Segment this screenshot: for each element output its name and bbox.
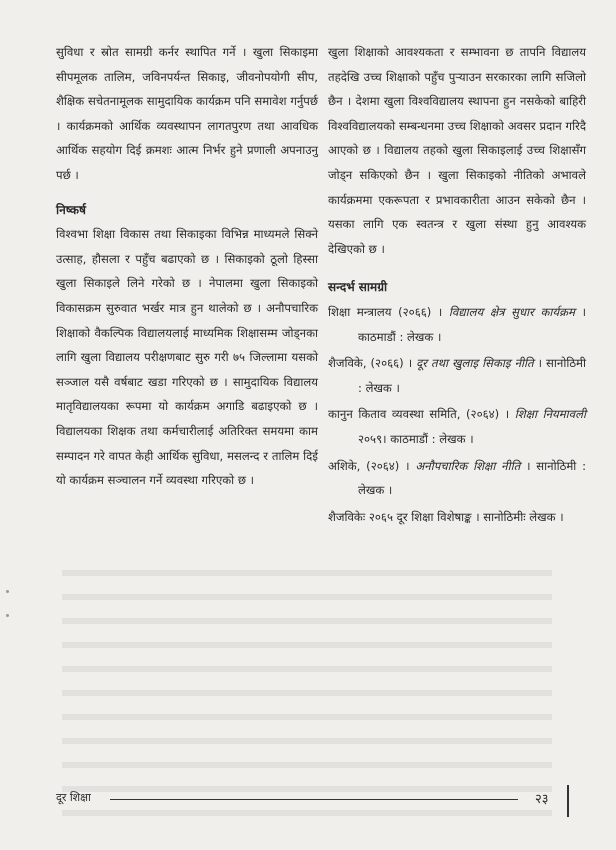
footer-journal-name: दूर शिक्षा bbox=[56, 791, 91, 804]
page-number: २३ bbox=[535, 792, 549, 807]
footer-divider bbox=[110, 799, 518, 800]
body-paragraph: सुविधा र स्रोत सामग्री कर्नर स्थापित गर्ने । खुला सिकाइमा सीपमूलक तालिम, जविनपर्यन्त सिकाइ, जीवनोपयोगी सीप, शैक्षिक सचेतनामूलक सामुदायिक कार्यक्रम पनि समावेश गर्नुपर्छ । कार्यक्रमको आर्थिक व्यवस्थापन लागतपुरण तथा आवधिक आर्थिक सहयोग दिई क्रमशः आत्म निर्भर हुने प्रणाली अपनाउनु पर्छ । bbox=[56, 45, 318, 182]
right-column bbox=[328, 40, 586, 529]
margin-dot bbox=[6, 614, 9, 617]
show-through-texture bbox=[62, 570, 552, 830]
body-paragraph: खुला शिक्षाको आवश्यकता र सम्भावना छ तापनि विद्यालय तहदेखि उच्च शिक्षाको पहुँच पुऱ्याउन सरकारका लागि सजिलो छैन । देशमा खुला विश्वविद्यालय स्थापना हुन नसकेको बाहिरी विश्वविद्यालयको सम्बन्धनमा उच्च शिक्षाको अवसर प्रदान गरिदै आएको छ । विद्यालय तहको खुला सिकाइलाई उच्च शिक्षासँग जोड्न सकिएको छैन । खुला सिकाइको नीतिको अभावले कार्यक्रममा एकरूपता र प्रभावकारीता आउन सकेको छैन । यसका लागि एक स्वतन्त्र र खुला संस्था हुनु आवश्यक देखिएको छ । bbox=[328, 45, 586, 256]
reference-item: शैजविकेः २०६५ दूर शिक्षा विशेषाङ्क । सानोठिमीः लेखक । bbox=[328, 509, 564, 524]
section-heading-references: सन्दर्भ सामग्री bbox=[328, 280, 388, 295]
reference-item: शैजविके, (२०६६) । दूर तथा खुलाइ सिकाइ नीति । सानोठिमी : लेखक । bbox=[328, 356, 586, 395]
footer-vertical-rule bbox=[567, 785, 569, 817]
reference-item: अशिके, (२०६४) । अनौपचारिक शिक्षा नीति । सानोठिमी : लेखक । bbox=[328, 458, 586, 498]
reference-item: शिक्षा मन्त्रालय (२०६६) । विद्यालय क्षेत्र सुधार कार्यक्रम । काठमाडौं : लेखक । bbox=[328, 304, 586, 344]
body-paragraph: विश्वभा शिक्षा विकास तथा सिकाइका विभिन्न माध्यमले सिक्ने उत्साह, हौसला र पहुँच बढाएको छ । सिकाइको ठूलो हिस्सा खुला सिकाइले लिने गरेको छ । नेपालमा खुला सिकाइको विकासक्रम सुरुवात भर्खर मात्र हुन थालेको छ । अनौपचारिक शिक्षाको वैकल्पिक विद्यालयलाई माध्यमिक शिक्षासम्म जोड्नका लागि खुला विद्यालय परीक्षणबाट सुरु गरी ७५ जिल्लामा यसको सञ्जाल यसै वर्षबाट खडा गरिएको छ । सामुदायिक विद्यालय मातृविद्यालयका रूपमा यो कार्यक्रम अगाडि बढाइएको छ । विद्यालयका शिक्षक तथा कर्मचारीलाई अतिरिक्त समयमा काम सम्पादन गरे वापत केही आर्थिक सुविधा, मसलन्द र तालिम दिई यो कार्यक्रम सञ्चालन गर्ने व्यवस्था गरिएको छ । bbox=[56, 227, 318, 488]
reference-item: कानुन किताव व्यवस्था समिति, (२०६४) । शिक्षा नियमावली २०५९। काठमाडौं : लेखक । bbox=[328, 407, 586, 446]
left-column bbox=[56, 40, 318, 493]
reference-list bbox=[328, 300, 586, 529]
section-heading-conclusion: निष्कर्ष bbox=[56, 202, 86, 217]
margin-dot bbox=[6, 590, 9, 593]
